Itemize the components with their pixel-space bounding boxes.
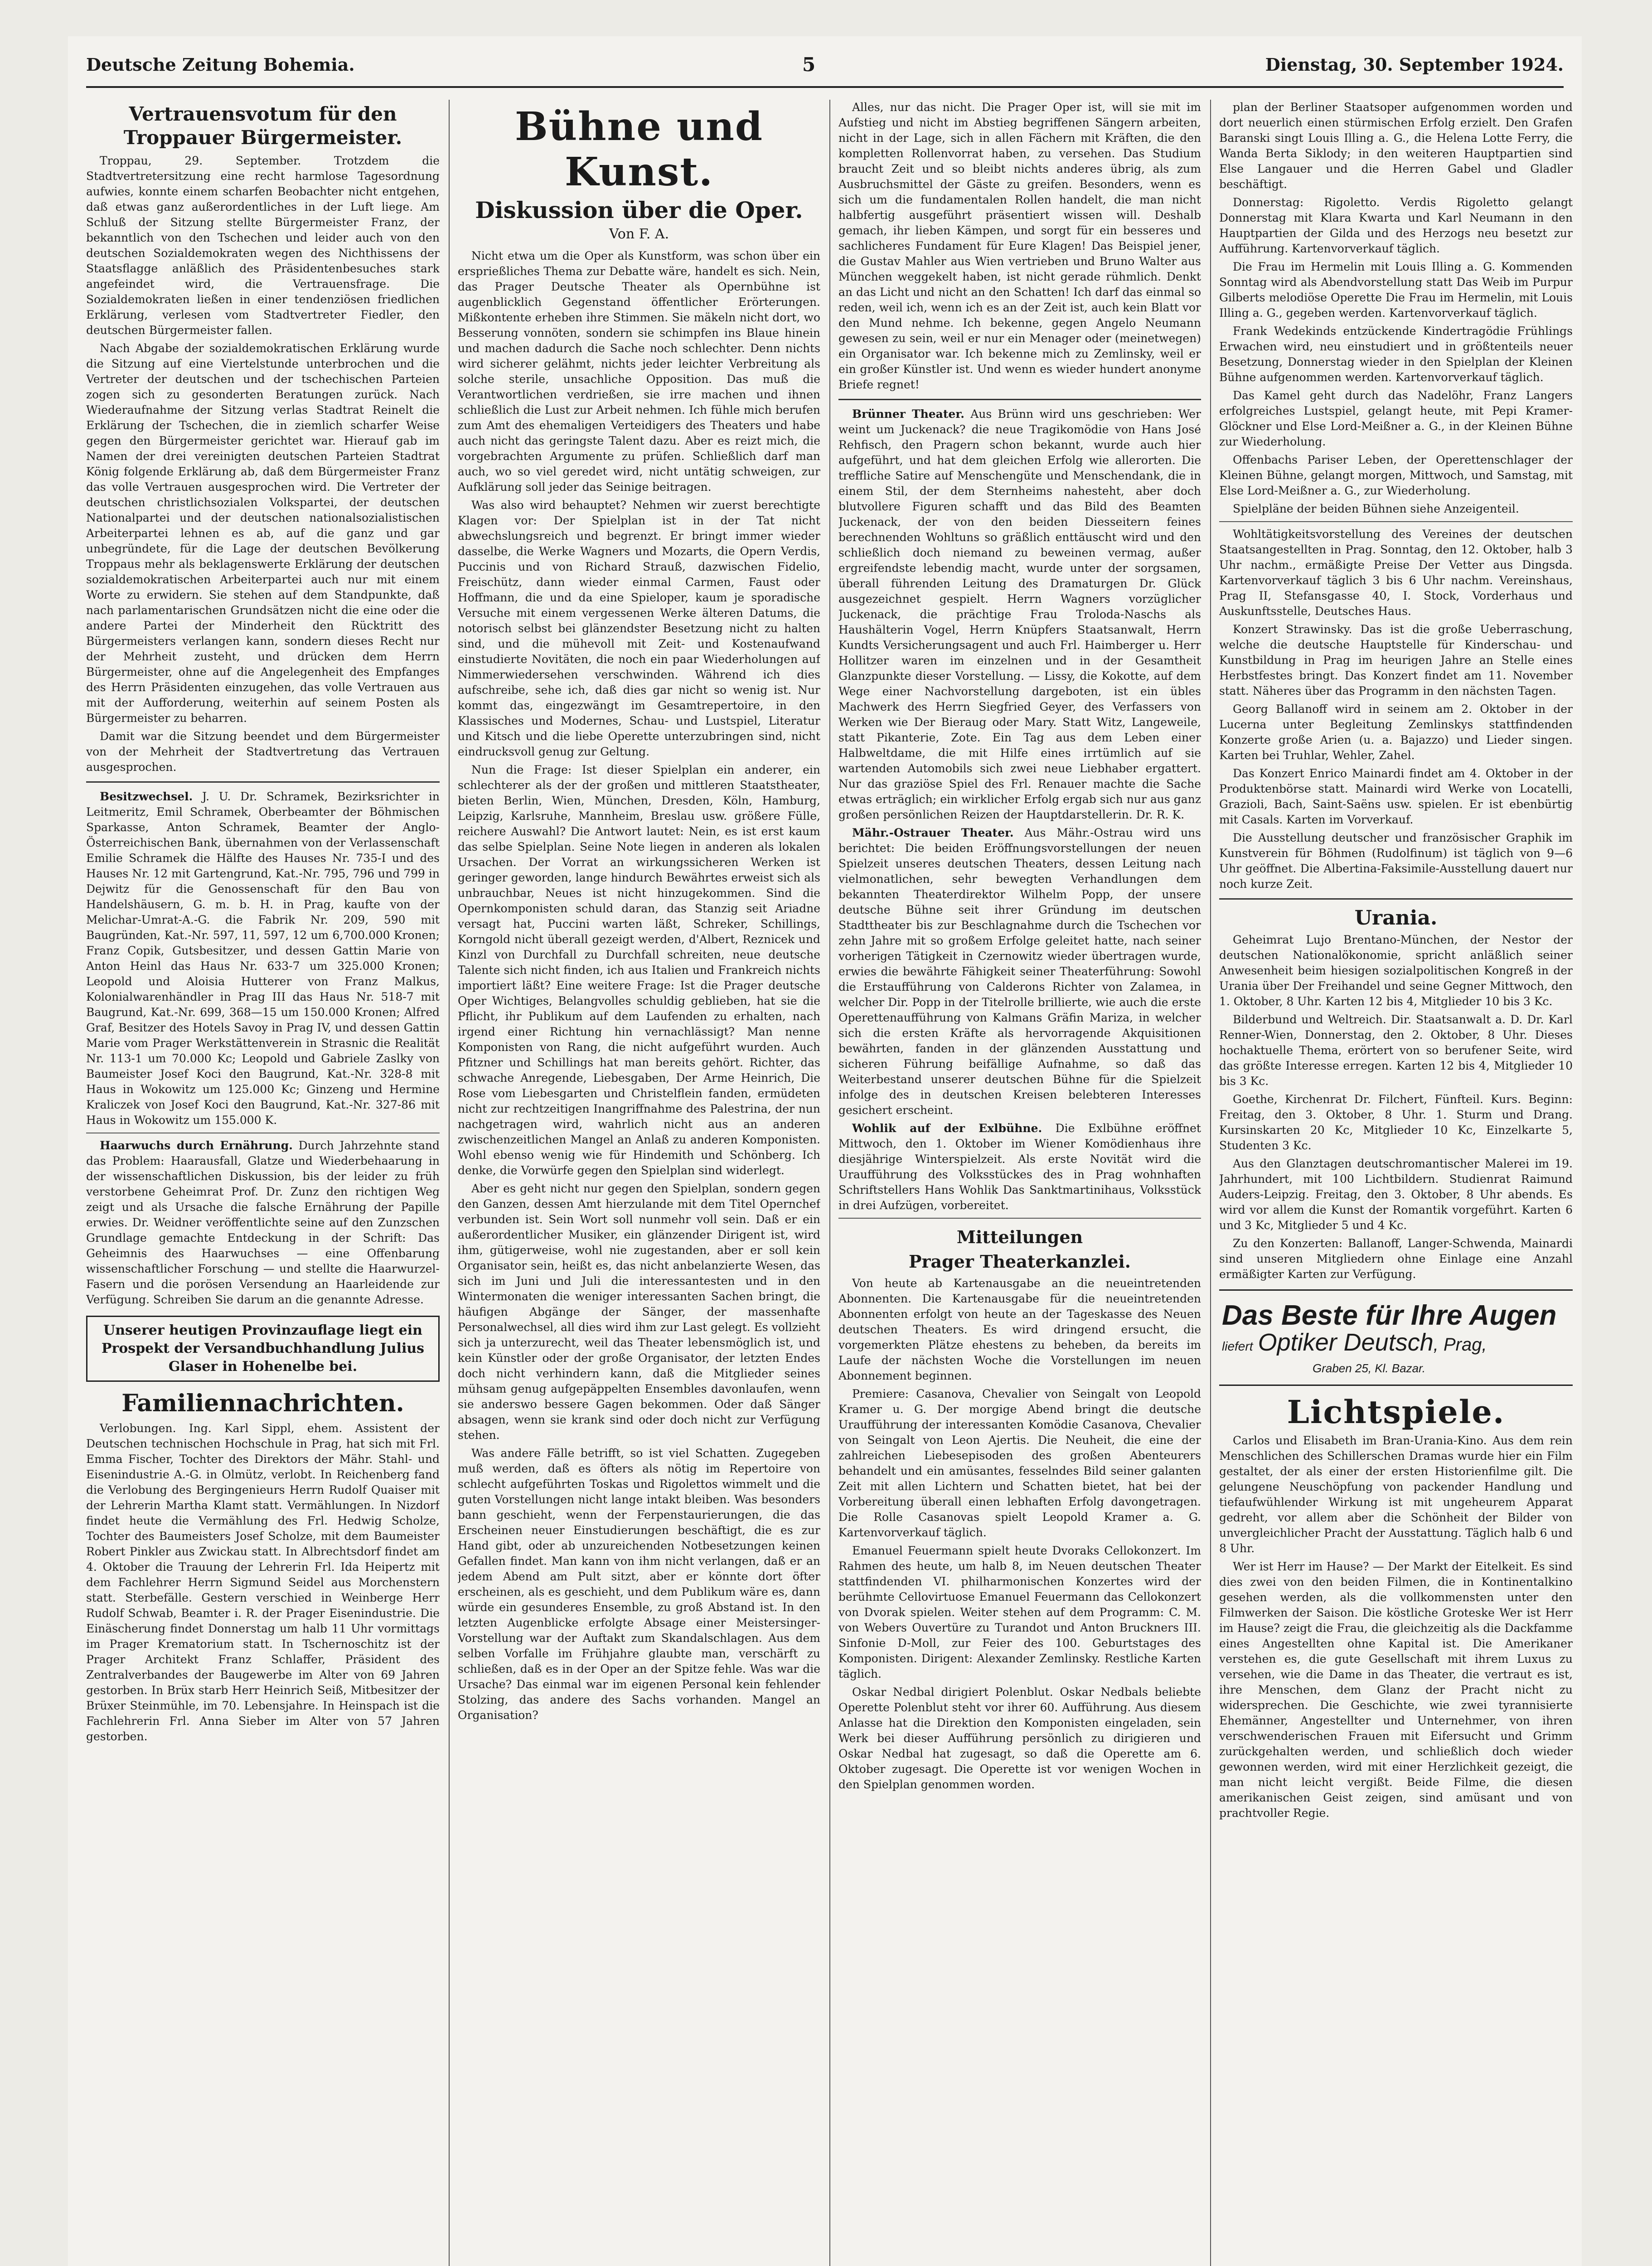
news-item: Carlos und Elisabeth im Bran-Urania-Kino. Aus dem rein Menschlichen des Schillerschen Dramas wurde hier ein Film gestaltet, der als einer der ersten Historienfilme gilt. Die gelungene Neuschöpfung von packender Handlung und tiefaufwühlender Wirkung ist mit ungeheurem Apparat gedreht, vor allem aber die Schönheit der Bilder von unvergleichlicher Pracht der Ausstattung. Täglich halb 6 und 8 Uhr. [1219, 1434, 1573, 1555]
news-item: Die Ausstellung deutscher und französischer Graphik im Kunstverein für Böhmen (Rudolfinum) ist täglich von 9—6 Uhr geöffnet. Die Albertina-Faksimile-Ausstellung dauert nur noch kurze Zeit. [1219, 831, 1573, 891]
newspaper-title: Deutsche Zeitung Bohemia. [86, 54, 355, 75]
article-byline: Von F. A. [609, 226, 669, 242]
item-title: Besitzwechsel. [100, 790, 193, 803]
news-item [838, 407, 1201, 823]
column-3 [838, 100, 1201, 2266]
item-title: Wohlik auf der Exlbühne. [852, 1122, 1042, 1135]
column-2 [458, 100, 820, 2266]
item-title: Brünner Theater. [852, 407, 964, 421]
news-item: Geheimrat Lujo Brentano-München, der Nestor der deutschen Nationalökonomie, spricht anläßlich seiner Anwesenheit beim hiesigen sozialpolitischen Kongreß in der Urania über Der Freihandel und seine Gegner Mittwoch, den 1. Oktober, 8 Uhr. Karten 12 bis 4, Mitglieder 10 bis 3 Kc. [1219, 933, 1573, 1008]
section-headline: Bühne und Kunst. [514, 104, 764, 195]
article-paragraph: Nicht etwa um die Oper als Kunstform, was schon über ein ersprießliches Thema zur Debatte wäre, handelt es sich. Nein, das Prager Deutsche Theater als Opernbühne ist augenblicklich Gegenstand öffentlicher Erörterungen. Mißkontente erheben ihre Stimmen. Sie mäkeln nicht dort, wo Besserung vonnöten, sondern sie schimpfen ins Blaue hinein und machen dadurch die Sache noch schlechter. Denn nichts wird sicherer gelähmt, nichts jeder leichter Verbreitung als solche sterile, unsachliche Opposition. Das muß die Verantwortlichen verdrießen, sie irre machen und ihnen schließlich die Lust zur Arbeit nehmen. Ich fühle mich berufen zum Amt des ehemaligen Verteidigers des Theaters und habe auch nicht das geringste Talent dazu. Aber es reizt mich, die vorgebrachten Argumente zu prüfen. Schließlich darf man auch, wo so viel geredet wird, nicht untätig schweigen, zur Aufklärung soll jeder das Seinige beitragen. [458, 249, 820, 494]
news-item: Offenbachs Pariser Leben, der Operettenschlager der Kleinen Bühne, gelangt morgen, Mittwoch, und Samstag, mit Else Lord-Meißner a. G., zur Wiederholung. [1219, 453, 1573, 497]
section-headline: Familiennachrichten. [121, 1390, 404, 1417]
news-item: Premiere: Casanova, Chevalier von Seingalt von Leopold Kramer u. G. Der morgige Abend bringt die deutsche Uraufführung der interessanten Komödie Casanova, Chevalier von Seingalt von Leon Ajertis. Die Neuheit, die eine der zahlreichen Liebesepisoden des großen Abenteurers behandelt und ein amüsantes, fesselndes Bild seiner galanten Zeit mit allen Lichtern und Schatten bietet, hat bei der Vorbereitung überall einen lebhaften Erfolg davongetragen. Die Rolle Casanovas spielt Leopold Kramer a. G. Kartenvorverkauf täglich. [838, 1387, 1201, 1539]
section-rule [838, 1218, 1201, 1219]
news-item: Georg Ballanoff wird in seinem am 2. Oktober in der Lucerna unter Begleitung Zemlinskys stattfindenden Konzerte große Arien (u. a. Bajazzo) und Lieder singen. Karten bei Truhlar, Wehler, Zahel. [1219, 702, 1573, 762]
column-1 [86, 100, 440, 2266]
news-item: Konzert Strawinsky. Das ist die große Ueberraschung, welche die deutsche Hauptstelle für Kinderschau- und Kunstbildung in Prag im heurigen Jahre an Stelle eines Herbstfestes bringt. Das Konzert findet am 11. November statt. Näheres über das Programm in den nächsten Tagen. [1219, 623, 1573, 697]
section-headline: Urania. [1354, 906, 1438, 930]
section-rule [1219, 521, 1573, 522]
article-paragraph: Was andere Fälle betrifft, so ist viel Schatten. Zugegeben muß werden, daß es öfters als nötig im Repertoire von schlecht aufgeführten Toskas und Rigolettos wimmelt und die guten Vorstellungen nicht lange intakt bleiben. Was besonders bann geschieht, wenn der Ferpenstaurierungen, die das Erscheinen neuer Einstudierungen beschäftigt, die es zur Hand gibt, oder ab unzureichenden Notbesetzungen keinen Gefallen findet. Man kann von ihm nicht verlangen, daß er an jedem Abend am Pult sitzt, aber er könnte dort öfter erscheinen, als es geschieht, und dem Publikum wäre es, dann würde ein gesunderes Ensemble, zu groß Abstand ist. In den letzten Augenblicke erfolgte Absage einer Meistersinger-Vorstellung war der Auftakt zum Skandalschlagen. Aus dem selben Vorfalle im Frühjahre glaubte man, verschärft zu schließen, daß es in der Oper an der Spitze fehle. Was war die Ursache? Das einmal war im eigenen Personal kein fehlender Stolzing, das andere des Sachs vorhanden. Mangel an Organisation? [458, 1447, 820, 1722]
article-paragraph: Nun die Frage: Ist dieser Spielplan ein anderer, ein schlechterer als der der großen und mittleren Staatstheater, bieten Berlin, Wien, München, Dresden, Köln, Hamburg, Leipzig, Karlsruhe, Mannheim, Breslau usw. größere Fülle, reichere Auswahl? Die Antwort lautet: Nein, es ist erst kaum das selbe Spielplan. Seine Note liegen in anderen als lokalen Ursachen. Der Vorrat an wirkungssicheren Werken ist geringer geworden, lange hindurch Bewährtes erweist sich als unbrauchbar, Neues ist nicht hinzugekommen. Sind die Opernkomponisten schuld daran, das Stanzig seit Ariadne versagt hat, Puccini warten läßt, Schreker, Schillings, Korngold nicht überall gezeigt werden, d'Albert, Reznicek und Kinzl von Durchfall zu Durchfall schreiten, neue deutsche Talente sich nicht finden, ich aus Italien und Frankreich nichts importiert läßt? Eine weitere Frage: Ist die Prager deutsche Oper Wichtiges, Belangvolles schuldig geblieben, hat sie die Pflicht, ihr Publikum auf dem Laufenden zu erhalten, nach irgend einer Richtung hin vernachlässigt? Man nenne Komponisten von Rang, die nicht aufgeführt wurden. Auch Pfitzner und Schillings hat man bereits gehört. Richter, das schwache Anregende, Liebesgaben, Der Arme Heinrich, Die Rose vom Liebesgarten und Christelflein fanden, ermüdeten nicht zur rechtzeitigen Inangriffnahme des Palestrina, der nun nachgetragen wird, wahrlich nicht aus an anderen zwischenzeitlichen Mangel an Anlaß zu anderen Komponisten. Wohl ebenso wenig wie für Hindemith und Schönberg. Ich denke, die Vorwürfe gegen den Spielplan sind widerlegt. [458, 763, 820, 1177]
article-headline: Diskussion über die Oper. [475, 197, 803, 223]
news-item: Frank Wedekinds entzückende Kindertragödie Frühlings Erwachen wird, neu einstudiert und in größtenteils neuer Besetzung, Donnerstag wieder in den Spielplan der Kleinen Bühne aufgenommen werden. Kartenvorverkauf täglich. [1219, 324, 1573, 384]
article-paragraph: Troppau, 29. September. Trotzdem die Stadtvertretersitzung eine recht harmlose Tagesordnung aufwies, konnte einem scharfen Beobachter nicht entgehen, daß etwas ganz außerordentliches in der Luft liege. Am Schluß der Sitzung stellte Bürgermeister Franz, der bekanntlich von den Tschechen und leider auch von den deutschen Sozialdemokraten wegen des Nichthissens der Staatsflagge anläßlich des Präsidentenbesuches stark angefeindet wird, die Vertrauensfrage. Die Sozialdemokraten ließen in einer tendenziösen friedlichen Erklärung, verlesen vom Stadtvertreter Fiedler, den deutschen Bürgermeister fallen. [86, 154, 440, 337]
news-item [86, 1138, 440, 1307]
news-item: Aus den Glanztagen deutschromantischer Malerei im 19. Jahrhundert, mit 100 Lichtbildern. Studienrat Raimund Auders-Leipzig. Freitag, den 3. Oktober, 8 Uhr abends. Es wird vor allem die Kunst der Romantik vorgeführt. Karten 6 und 3 Kc, Mitglieder 5 und 4 Kc. [1219, 1157, 1573, 1232]
article-paragraph: Aber es geht nicht nur gegen den Spielplan, sondern gegen den Ganzen, dessen Amt hierzulande mit dem Titel Opernchef verbunden ist. Sein Wort soll nunmehr voll sein. Daß er ein außerordentlicher Musiker, ein glänzender Dirigent ist, wird ihm, gütigerweise, wohl nie zugestanden, aber er soll kein Organisator sein, heißt es, das nicht anbelanzierte Wesen, das sich im Juni und Juli die interessantesten und in den Wintermonaten die weniger interessanten Sachen bringt, die häufigen Abgänge der Sänger, der massenhafte Personalwechsel, all dies wird ihm zur Last gelegt. Es vollzieht sich ja unterzurecht, weil das Theater lebensmöglich ist, und kein Künstler oder der große Organisator, der letzten Endes doch nicht verhindern kann, daß die Mitglieder seines mühsam genug aufgepäppelten Ensembles davonlaufen, wenn sie anderswo bessere Gagen bekommen. Oder daß Sänger absagen, wenn sie krank sind oder doch nicht zur Verfügung stehen. [458, 1182, 820, 1442]
article-paragraph: Alles, nur das nicht. Die Prager Oper ist, will sie mit im Aufstieg und nicht im Abstieg begriffenen Sängern arbeiten, nicht in der Lage, sich in allen Fächern mit Kräften, die den kompletten Rollenvorrat haben, zu versehen. Das Studium braucht Zeit und so bleibt nichts anderes übrig, als zum Ausbruchsmittel der Gäste zu greifen. Besonders, wenn es sich um die fundamentalen Rollen handelt, die man nicht halbfertig ausgeführt präsentiert wissen will. Deshalb gemach, ihr lieben Kämpen, und sorgt für ein besseres und sachlicheres Fundament für Eure Klagen! Das Beispiel jener, die Gustav Mahler aus Wien vertrieben und Bruno Walter aus München weggekelt haben, ist nicht gerade rühmlich. Denkt an das Licht und nicht an den Schatten! Ich darf das einmal so reden, weil ich, wenn ich es an der Zeit ist, auch kein Blatt vor den Mund nehme. Ich bekenne, gegen Angelo Neumann gewesen zu sein, weil er nur ein Menager oder (meinetwegen) ein Organisator war. Ich bekenne mich zu Zemlinsky, weil er ein großer Künstler ist. Und wenn es wieder hundert anonyme Briefe regnet! [838, 101, 1201, 391]
newspaper-page [68, 36, 1582, 2266]
item-title: Mähr.-Ostrauer Theater. [852, 826, 1014, 839]
section-subheadline: Prager Theaterkanzlei. [908, 1251, 1131, 1272]
item-text: Die Exlbühne eröffnet Mittwoch, den 1. Oktober im Wiener Komödienhaus ihre diesjährige Winterspielzeit. Als erste Novität wird die Uraufführung des Volksstückes des in Prag wohnhaften Schriftstellers Hans Wohlik Das Sanktmartinihaus, Volksstück in drei Aufzügen, vorbereitet. [838, 1122, 1201, 1212]
news-item: Zu den Konzerten: Ballanoff, Langer-Schwenda, Mainardi sind unseren Mitgliedern ohne Einlage eine Anzahl ermäßigter Karten zur Verfügung. [1219, 1237, 1573, 1281]
news-item [86, 789, 440, 1128]
item-title: Haarwuchs durch Ernährung. [100, 1139, 293, 1152]
ad-prefix: liefert [1222, 1339, 1253, 1353]
news-item: Wohltätigkeitsvorstellung des Vereines der deutschen Staatsangestellten in Prag. Sonntag, den 12. Oktober, halb 3 Uhr nachm., ermäßigte Preise Der Vetter aus Dingsda. Kartenvorverkauf täglich 3 bis 6 Uhr nachm. Vereinshaus, Prag II, Stefansgasse 40, I. Stock, Vorderhaus und Auskunftsstelle, Deutsches Haus. [1219, 528, 1573, 618]
column-divider [449, 100, 450, 2266]
column-divider [1210, 100, 1211, 2266]
news-item: Bilderbund und Weltreich. Dir. Staatsanwalt a. D. Dr. Karl Renner-Wien, Donnerstag, den 2. Oktober, 8 Uhr. Dieses hochaktuelle Thema, erörtert von so berufener Seite, wird das größte Interesse erregen. Karten 12 bis 4, Mitglieder 10 bis 3 Kc. [1219, 1013, 1573, 1088]
item-text: Aus Mähr.-Ostrau wird uns berichtet: Die beiden Eröffnungsvorstellungen der neuen Spielzeit unseres deutschen Theaters, dessen Leitung nach vielmonatlichen, sehr bewegten Verhandlungen dem bekannten Theaterdirektor Wilhelm Popp, der unsere deutsche Bühne seit ihrer Gründung im deutschen Stadttheater bis zur Beschlagnahme durch die Tschechen vor zehn Jahre mit so großem Erfolge geleitet hatte, nach seiner vorherigen Tätigkeit in Czernowitz wieder übertragen wurde, erwies die bewährte Fähigkeit seiner Theaterführung: Sowohl die Erstaufführung von Calderons Richter von Zalamea, in welcher Dir. Popp in der Titelrolle brillierte, wie auch die erste Operettenaufführung von Kalmans Gräfin Mariza, in welcher sich die ersten Kräfte als hervorragende Akquisitionen bewährten, fanden in der glänzenden Ausstattung und sicheren Führung beifällige Aufnahme, so daß das Weiterbestand unserer deutschen Bühne für die Spielzeit infolge des in deutschen Kreisen belebteren Interesses gesichert erscheint. [838, 826, 1201, 1117]
news-item: Das Konzert Enrico Mainardi findet am 4. Oktober in der Produktenbörse statt. Mainardi wird Werke von Locatelli, Grazioli, Bach, Saint-Saëns usw. spielen. Er ist ebenbürtig mit Casals. Karten im Vorverkauf. [1219, 767, 1573, 826]
ad-address: Graben 25, Kl. Bazar. [1313, 1361, 1426, 1375]
column-divider [829, 100, 830, 2266]
article-paragraph: plan der Berliner Staatsoper aufgenommen worden und dort neuerlich einen stürmischen Erfolg erzielt. Den Grafen Baranski singt Louis Illing a. G., die Helena Lotte Ferry, die Wanda Berta Siklody; in den weiteren Hauptpartien sind Else Langauer und die Herren Gabel und Gladler beschäftigt. [1219, 101, 1573, 191]
article-paragraph: Damit war die Sitzung beendet und dem Bürgermeister von der Mehrheit der Stadtvertretung das Vertrauen ausgesprochen. [86, 730, 440, 774]
news-item: Spielpläne der beiden Bühnen siehe Anzeigenteil. [1233, 502, 1519, 515]
section-headline: Lichtspiele. [1287, 1393, 1505, 1431]
ad-city: , Prag, [1433, 1335, 1487, 1355]
section-rule [838, 399, 1201, 400]
ad-brand-line [1222, 1329, 1570, 1357]
item-text: Durch Jahrzehnte stand das Problem: Haarausfall, Glatze und Wiederbehaarung in der wissenschaftlichen Diskussion, bis der leider zu früh verstorbene Geheimrat Prof. Dr. Zunz den richtigen Weg zeigt und als Ursache die falsche Ernährung der Papille erwies. Dr. Weidner veröffentlichte seine auf den Zunzschen Grundlage gemachte Entdeckung in der Schrift: Das Geheimnis des Haarwuchses — eine Offenbarung wissenschaftlicher Forschung — und stellte die Haarwurzel-Fasern und die porösen Versendung an Haarleidende zur Verfügung. Schreiben Sie darum an die genannte Adresse. [86, 1139, 440, 1306]
news-item: Wer ist Herr im Hause? — Der Markt der Eitelkeit. Es sind dies zwei von den beiden Filmen, die in Kontinentalkino gesehen werden, als die vollkommensten unter den Filmwerken der Saison. Die köstliche Groteske Wer ist Herr im Hause? zeigt die Frau, die gleichzeitig als die Dackfamme eines Angestellten ohne Kapital ist. Die Amerikaner verstehen es, die gute Gesellschaft mit ihrem Luxus zu versehen, wie die Dame in das Theater, die vertraut es ist, ihre Menschen, dem Glanz der Pracht nicht zu widersprechen. Die Geschichte, wie zwei tyrannisierte Ehemänner, Angestellter und Unternehmer, von ihren verschwenderischen Frauen mit Eifersucht und Grimm zurückgehalten werden, und schließlich doch wieder gewonnen werden, wird mit einer Herzlichkeit gezeigt, die man nicht leicht vergißt. Beide Filme, die diesen amerikanischen Geist zeigen, sind amüsant und von prachtvoller Regie. [1219, 1560, 1573, 1820]
item-text: Aus Brünn wird uns geschrieben: Wer weint um Juckenack? die neue Tragikomödie von Hans José Rehfisch, den Pragern schon bekannt, wurde auch hier aufgeführt, und hat dem gleichen Erfolg wie allerorten. Die treffliche Satire auf Menschengüte und Menschendank, die in einem Stil, der dem Sternheims nahesteht, aber doch blutvollere Figuren schafft und das Bild des Beamten Juckenack, der von den beiden Diesseitern feines berechnenden Wohltuns so gräßlich enttäuscht wird und den schließlich doch niemand zu beweinen vermag, außer ergreifendste lebendig macht, wurde unter der sorgsamen, überall führenden Leitung des Dramaturgen Dr. Glück ausgezeichnet gespielt. Herrn Wagners vorzüglicher Juckenack, die prächtige Frau Troloda-Naschs als Haushälterin Vogel, Herrn Knüpfers Staatsanwalt, Herrn Kundts Versicherungsagent und auch Frl. Haimberger u. Herr Hollitzer waren im einzelnen und in der Gesamtheit Glanzpunkte dieser Vorstellung. — Lissy, die Kokotte, auf dem Wege einer Nachvorstellung dargeboten, ist ein übles Machwerk des Herrn Siegfried Geyer, des Verfassers von Werken wie Der Bieraug oder Mary. Statt Witz, Langeweile, statt Pikanterie, Zote. Ein Tag aus dem Leben einer Halbweltdame, die mit Hilfe eines irrtümlich auf sie wartenden Automobils sich zwei neue Liebhaber ergattert. Nur das graziöse Spiel des Frl. Renauer machte die Sache etwas erträglich; ein wirklicher Erfolg ergab sich nur aus ganz großen persönlichen Reizen der Hauptdarstellerin. Dr. R. K. [838, 407, 1201, 821]
news-item: Emanuel Feuermann spielt heute Dvoraks Cellokonzert. Im Rahmen des heute, um halb 8, im Neuen deutschen Theater stattfindenden VI. philharmonischen Konzertes wird der berühmte Cellovirtuose Emanuel Feuermann das Cellokonzert von Dvorak spielen. Weiter stehen auf dem Programm: C. M. von Webers Ouvertüre zu Turandot und Anton Bruckners III. Sinfonie D-Moll, zur Feier des 100. Geburtstages des Komponisten. Dirigent: Alexander Zemlinsky. Restliche Karten täglich. [838, 1544, 1201, 1680]
section-headline: Mitteilungen [956, 1227, 1083, 1247]
issue-date: Dienstag, 30. September 1924. [1265, 54, 1564, 75]
page-number: 5 [802, 53, 816, 76]
column-4 [1219, 100, 1573, 2266]
ad-headline: Das Beste für Ihre Augen [1222, 1300, 1557, 1331]
news-item: Das Kamel geht durch das Nadelöhr, Franz Langers erfolgreiches Lustspiel, gelangt heute, mit Pepi Kramer-Glöckner und Else Lord-Meißner a. G., in der Kleinen Bühne zur Wiederholung. [1219, 389, 1573, 448]
ad-brand: Optiker Deutsch [1258, 1329, 1434, 1356]
news-item: Donnerstag: Rigoletto. Verdis Rigoletto gelangt Donnerstag mit Klara Kwarta und Karl Neumann in den Hauptpartien der Gilda und des Herzogs neu besetzt zur Aufführung. Kartenvorverkauf täglich. [1219, 196, 1573, 255]
article-headline: Vertrauensvotum für den Troppauer Bürgermeister. [123, 103, 402, 149]
family-notices: Verlobungen. Ing. Karl Sippl, ehem. Assistent der Deutschen technischen Hochschule in Prag, hat sich mit Frl. Emma Fischer, Tochter des Direktors der Mähr. Stahl- und Eisenindustrie A.-G. in Olmütz, verlobt. In Reichenberg fand die Verlobung des Bergingenieurs Herrn Rudolf Quaiser mit der Lehrerin Martha Klamt statt. Vermählungen. In Nizdorf findet heute die Vermählung des Frl. Hedwig Scholze, Tochter des Baumeisters Josef Scholze, mit dem Baumeister Robert Pinkler aus Zwickau statt. In Albrechtsdorf findet am 4. Oktober die Trauung der Lehrerin Frl. Ida Heipertz mit dem Fachlehrer Herrn Sigmund Seidel aus Morchenstern statt. Sterbefälle. Gestern verschied in Weinberge Herr Rudolf Schwab, Beamter i. R. der Prager Eisenindustrie. Die Einäscherung findet Donnerstag um halb 11 Uhr vormittags im Prager Krematorium statt. In Tschernoschitz ist der Prager Architekt Franz Schlaffer, Präsident des Zentralverbandes der Baugewerbe im Alter von 69 Jahren gestorben. In Brüx starb Herr Heinrich Seiß, Mitbesitzer der Brüxer Steinmühle, im 70. Lebensjahre. In Heinspach ist die Fachlehrerin Frl. Anna Sieber im Alter von 57 Jahren gestorben. [86, 1422, 440, 1743]
news-item: Oskar Nedbal dirigiert Polenblut. Oskar Nedbals beliebte Operette Polenblut steht vor ihrer 60. Aufführung. Aus diesem Anlasse hat die Direktion den Komponisten eingeladen, sein Werk bei dieser Aufführung persönlich zu dirigieren und Oskar Nedbal hat zugesagt, so daß die Operette am 6. Oktober zugesagt. Die Operette ist vor wenigen Wochen in den Spielplan genommen worden. [838, 1685, 1201, 1791]
article-paragraph: Was also wird behauptet? Nehmen wir zuerst berechtigte Klagen vor: Der Spielplan ist in der Tat nicht abwechslungsreich und begrenzt. Er bringt immer wieder dasselbe, die Werke Wagners und Mozarts, die Opern Verdis, Puccinis und von Richard Strauß, dazwischen Fidelio, Freischütz, dann wieder einmal Carmen, Faust oder Hoffmann, die und da eine Spieloper, kaum je sporadische Versuche mit einem vergessenen Werke älteren Datums, die notorisch selbst bei glänzendster Besetzung nicht zu halten sind, und die mühevoll mit Zeit- und Kostenaufwand einstudierte Novitäten, die noch ein paar Wiederholungen auf Nimmerwiedersehen verschwinden. Während ich dies aufschreibe, sehe ich, daß dies gar nicht so wenig ist. Nur kommt das, eingezwängt im Gesamtrepertoire, in den Klassisches und Modernes, Schau- und Lustspiel, Literatur und Kitsch und die liebe Operette unterzubringen sind, nicht eindrucksvoll genug zur Geltung. [458, 499, 820, 758]
page-header [86, 45, 1564, 88]
section-rule [86, 781, 440, 783]
news-item [838, 825, 1201, 1118]
news-item: Von heute ab Kartenausgabe an die neueintretenden Abonnenten. Die Kartenausgabe für die neueintretenden Abonnenten erfolgt von heute an der Tageskasse des Neuen deutschen Theaters. Es wird dringend ersucht, die vorgemerkten Plätze ehestens zu beheben, da bereits im Laufe der nächsten Woche die Vorstellungen im neuen Abonnement beginnen. [838, 1277, 1201, 1382]
news-item [838, 1121, 1201, 1213]
supplement-notice: Unserer heutigen Provinzauflage liegt ein Prospekt der Versandbuchhandlung Julius Glaser in Hohenelbe bei. [86, 1316, 440, 1382]
news-item: Die Frau im Hermelin mit Louis Illing a. G. Kommenden Sonntag wird als Abendvorstellung statt Das Weib im Purpur Gilberts melodiöse Operette Die Frau im Hermelin, mit Louis Illing a. G., gegeben werden. Kartenvorverkauf täglich. [1219, 260, 1573, 320]
section-rule [1219, 898, 1573, 900]
optician-advertisement [1219, 1289, 1573, 1386]
news-item: Goethe, Kirchenrat Dr. Filchert, Fünfteil. Kurs. Beginn: Freitag, den 3. Oktober, 8 Uhr. 1. Sturm und Drang. Kursinskarten 20 Kc, Mitglieder 10 Kc, Einzelkarte 5, Studenten 3 Kc. [1219, 1093, 1573, 1152]
item-text: J. U. Dr. Schramek, Bezirksrichter in Leitmeritz, Emil Schramek, Oberbeamter der Böhmischen Sparkasse, Anton Schramek, Beamter der Anglo-Österreichischen Bank, übernahmen von der Verlassenschaft Emilie Schramek die Hälfte des Hauses Nr. 735-I und des Hauses Nr. 12 mit Gartengrund, Kat.-Nr. 795, 796 und 799 in Dejwitz für die Genossenschaft für den Bau von Handelshäusern, G. m. b. H. in Prag, kaufte von der Melichar-Umrat-A.-G. die Fabrik Nr. 209, 590 mit Baugründen, Kat.-Nr. 597, 11, 597, 12 um 6,700.000 Kronen; Franz Copik, Gutsbesitzer, und dessen Gattin Marie von Anton Heinl das Haus Nr. 633-7 um 325.000 Kronen; Leopold und Aloisia Hutterer von Franz Malkus, Kolonialwarenhändler in Prag III das Haus Nr. 518-7 mit Baugrund, Kat.-Nr. 699, 368—15 um 150.000 Kronen; Alfred Graf, Besitzer des Hotels Savoy in Prag IV, und dessen Gattin Marie vom Prager Werkstättenverein in Strasnic die Realität Nr. 113-1 um 70.000 Kc; Leopold und Gabriele Zaslky von Baumeister Josef Koci den Baugrund, Kat.-Nr. 328-8 mit Haus in Wokowitz um 125.000 Kc; Ginzeng und Hermine Kraliczek von Josef Koci den Baugrund, Kat.-Nr. 327-86 mit Haus in Wokowitz um 155.000 K. [86, 790, 440, 1127]
article-paragraph: Nach Abgabe der sozialdemokratischen Erklärung wurde die Sitzung auf eine Viertelstunde unterbrochen und die Vertreter der deutschen und der tschechischen Parteien zogen sich zu gesonderten Beratungen zurück. Nach Wiederaufnahme der Sitzung verlas Stadtrat Reinelt die Erklärung der Tschechen, die in ziemlich scharfer Weise gegen den Bürgermeister gerichtet war. Hierauf gab im Namen der drei vereinigten deutschen Parteien Stadtrat König folgende Erklärung ab, daß dem Bürgermeister Franz das volle Vertrauen ausgesprochen wird. Die Vertreter der deutschen christlichsozialen Volkspartei, der deutschen Nationalpartei und der deutschen nationalsozialistischen Arbeiterpartei lehnen es ab, auf die ganz und gar unbegründete, für die Lage der deutschen Bevölkerung Troppaus mehr als beklagenswerte Erklärung der deutschen sozialdemokratischen Arbeiterpartei auch nur mit einem Worte zu erwidern. Sie stehen auf dem Standpunkte, daß nach parlamentarischen Grundsätzen nicht die eine oder die andere Partei der Minderheit den Rücktritt des Bürgermeisters verlangen kann, sondern dieses Recht nur der Mehrheit zusteht, und drücken dem Herrn Bürgermeister, ohne auf die Angelegenheit des Empfanges des Herrn Präsidenten einzugehen, das volle Vertrauen aus mit der Aufforderung, weiterhin auf seinem Posten als Bürgermeister zu beharren. [86, 342, 440, 725]
